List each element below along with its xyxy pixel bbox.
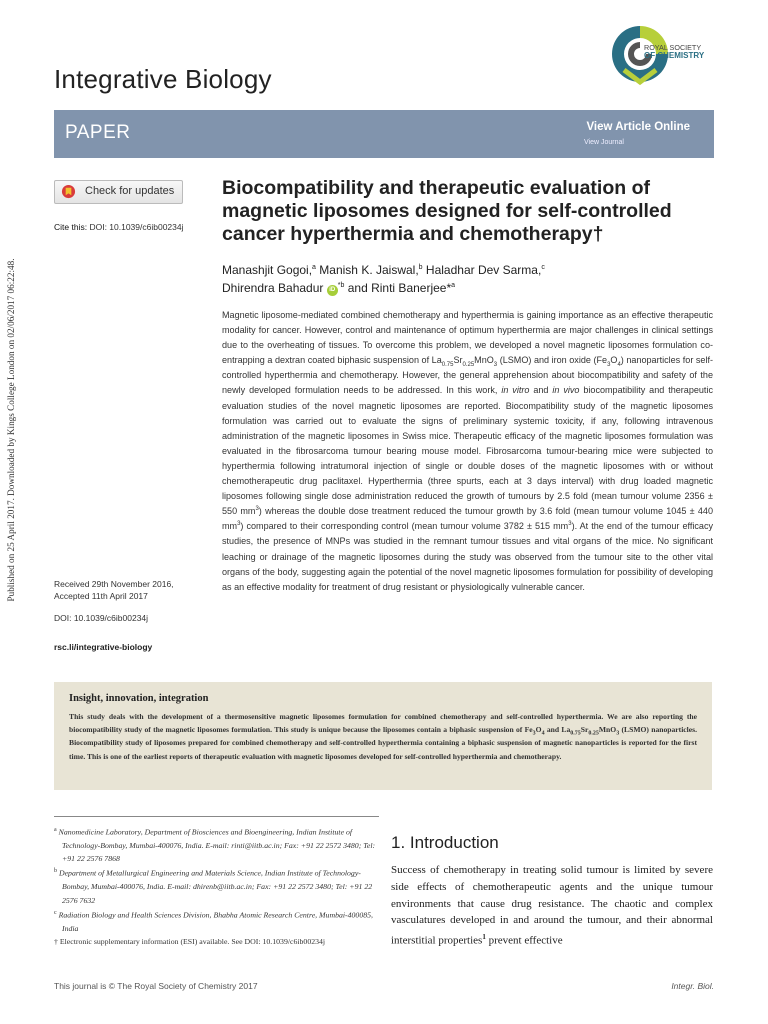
insight-text-run: and La (544, 725, 571, 735)
view-article-online-link[interactable]: View Article Online (586, 121, 690, 133)
cite-this (54, 222, 184, 232)
insight-text-run: Sr (580, 725, 589, 735)
author-name[interactable]: Dhirendra Bahadur (222, 281, 324, 295)
abstract-text-run: O (610, 355, 618, 366)
received-accepted-dates (54, 578, 214, 602)
abstract-subscript: 0.25 (462, 362, 475, 369)
orcid-icon[interactable]: iD (327, 285, 338, 296)
abstract-subscript: 3 (493, 362, 498, 369)
abstract-text-run: ) whereas the double dose treatment reduced the tumour growth by 3.6 fold (mean tumour volume 1045 ± 440 mm (222, 506, 713, 532)
abstract-text-run: Magnetic liposome-mediated combined chemotherapy and hyperthermia is gaining importance as an effective therapeutic modality for cancer. However, control and maintenance of optimum hyperthermia are major challenges in clinical settings due to the overheating of tissues. To overcome this problem, we developed a novel magnetic liposomes formulation co-entrapping a dextran coated biphasic suspension of La (222, 310, 713, 366)
footnote-mark: c (54, 909, 57, 916)
footer-journal-abbrev: Integr. Biol. (671, 981, 714, 991)
abstract-text-run: (LSMO) and iron oxide (Fe (497, 355, 608, 366)
check-for-updates-button[interactable] (54, 180, 183, 204)
abstract-text-run: Sr (453, 355, 463, 366)
abstract-subscript: 4 (617, 362, 621, 369)
rsc-line1: ROYAL SOCIETY (644, 43, 702, 52)
journal-url-link[interactable]: rsc.li/integrative-biology (54, 642, 153, 652)
author-affiliation-mark: a (451, 282, 456, 289)
footnote-b (54, 865, 379, 906)
abstract-text-run: ) compared to their corresponding control (mean tumour volume 3782 ± 515 mm (240, 521, 569, 532)
abstract-superscript: 3 (568, 521, 572, 528)
insight-subscript: 3 (616, 730, 620, 737)
abstract-text-run: biocompatibility and therapeutic evaluation studies of the novel magnetic liposomes are reported. Biocompatibility study of the magnetic liposomes formulation was carried out to evaluate the signs of preliminary systemic toxicity, if any, following intravenous administration of the magnetic liposomes in Swiss mice. Therapeutic efficacy of the magnetic liposomes formulation was evaluated in the fibrosarcoma tumour bearing mouse model. Fibrosarcoma tumour-bearing mice were subjected to hyperthermia following intratumoral injection of single or double doses of the magnetic liposomes with or without chemotherapeutic drug paclitaxel. Hyperthermia (three spurts, each at 3 days interval) with drug loaded magnetic liposomes following single dose administration reduced the growth of tumours by 2.5 fold (mean tumour volume 2356 ± 550 mm (222, 385, 713, 517)
insight-text (69, 710, 697, 763)
abstract-superscript: 3 (255, 506, 259, 513)
abstract-text-run: and (529, 385, 553, 396)
author-affiliation-mark: *b (337, 282, 345, 289)
abstract-italic: in vitro (501, 385, 530, 396)
article-type-label: PAPER (65, 122, 131, 143)
side-note-text: Published on 25 April 2017. Downloaded by Kings College London on 02/06/2017 06:22:48. (6, 258, 16, 602)
intro-text-run: prevent effective (485, 934, 563, 947)
insight-heading: Insight, innovation, integration (69, 693, 209, 704)
abstract-text-run: ) nanoparticles for self-controlled hyperthermia and chemotherapy. However, the general apprehension about biocompatibility and safety of the newly developed formulation needs to be addressed. In this work, (222, 355, 714, 396)
insight-subscript: 3 (532, 730, 536, 737)
insight-text-run: This study deals with the development of a thermosensitive magnetic liposomes formulation for combined chemotherapy and self-controlled hyperthermia. We are also reporting the biocompatibility study of the magnetic liposomes formulation. This study is unique because the liposomes contain a biphasic suspension of Fe (69, 712, 697, 735)
rsc-line2: OF CHEMISTRY (644, 51, 705, 60)
abstract-subscript: 3 (607, 362, 611, 369)
footnote-text: Nanomedicine Laboratory, Department of Biosciences and Bioengineering, Indian Institute of Technology-Bombay, Mumbai-400076, India. E-mail: rinti@iitb.ac.in; Fax: +91 22 2572 3480; Tel: +91 22 2576 7868 (58, 827, 376, 864)
download-side-note (3, 220, 19, 640)
author-affiliation-mark: a (312, 264, 316, 271)
author-list (222, 260, 712, 296)
abstract-text (222, 308, 713, 595)
abstract-subscript: 0.75 (441, 362, 454, 369)
cite-label: Cite this: (54, 222, 88, 232)
insight-subscript: 4 (541, 730, 545, 737)
introduction-heading: 1. Introduction (391, 833, 499, 852)
article-title: Biocompatibility and therapeutic evaluation of magnetic liposomes designed for self-controlled cancer hyperthermia and chemotherapy† (222, 177, 672, 245)
insight-text-run: MnO (598, 725, 617, 735)
insight-subscript: 0.25 (588, 730, 599, 737)
introduction-paragraph (391, 862, 713, 950)
rsc-logo-text (644, 44, 704, 60)
article-type-banner (54, 110, 714, 158)
insight-subscript: 0.75 (570, 730, 581, 737)
cite-doi[interactable]: DOI: 10.1039/c6ib00234j (89, 222, 184, 232)
author-affiliation-mark: c (541, 264, 545, 271)
view-journal-link[interactable]: View Journal (584, 139, 624, 146)
insight-text-run: (LSMO) nanoparticles. Biocompatibility study of liposomes prepared for combined chemotherapy and self-controlled hyperthermia containing a biphasic suspension of magnetic nanoparticles is reported for the first time. This is one of the earliest reports of therapeutic evaluation with magnetic liposomes developed for self-controlled hyperthermia and chemotherapy. (69, 725, 698, 761)
author-affiliation-mark: b (418, 264, 423, 271)
affiliation-footnotes (54, 824, 379, 948)
check-updates-icon (61, 184, 76, 199)
rsc-logo[interactable] (610, 20, 720, 90)
insight-box (54, 682, 712, 790)
author-name[interactable]: Manish K. Jaiswal, (319, 263, 419, 277)
footnote-a (54, 824, 379, 865)
author-name[interactable]: Manashjit Gogoi, (222, 263, 313, 277)
footnote-esi[interactable]: † Electronic supplementary information (ESI) available. See DOI: 10.1039/c6ib00234j (54, 937, 326, 947)
check-for-updates-label: Check for updates (85, 185, 175, 197)
author-name[interactable]: Rinti Banerjee* (371, 281, 452, 295)
intro-text-run: Success of chemotherapy in treating solid tumour is limited by severe side effects of chemotherapeutic agents and the unique tumour environments that cause drug resistance. The chaotic and complex vasculatures developed in and around the tumour, and their abnormal interstitial properties (391, 864, 713, 947)
journal-title: Integrative Biology (54, 64, 272, 94)
footnote-text: Department of Metallurgical Engineering and Materials Science, Indian Institute of Technology-Bombay, Mumbai-400076, India. E-mail: dhirenb@iitb.ac.in; Fax: +91 22 2572 3480; Tel: +91 22 2576 7632 (58, 869, 373, 905)
abstract-text-run: ). At the end of the tumour efficacy studies, the presence of MNPs was studied in the remnant tumour tissues and vital organs of the mice. No significant leaching or drainage of the magnetic liposomes during the study was observed from the tumour site to the other vital organs of the body, suggesting again the potential of the novel magnetic liposomes formulation for possibility of developing as an effective modality for treatment of drug resistant or physiologically vulnerable cancer. (222, 521, 713, 592)
author-name[interactable]: Haladhar Dev Sarma, (425, 263, 542, 277)
footnote-divider (54, 816, 379, 817)
author-conjunction: and (347, 281, 368, 295)
article-doi[interactable]: DOI: 10.1039/c6ib00234j (54, 613, 149, 623)
citation-reference[interactable]: 1 (482, 933, 486, 942)
footnote-mark: a (54, 827, 57, 833)
insight-text-run: O (535, 725, 542, 735)
received-date: Received 29th November 2016, (54, 579, 174, 589)
accepted-date: Accepted 11th April 2017 (54, 591, 148, 601)
footnote-mark: b (54, 868, 57, 875)
abstract (222, 308, 713, 595)
abstract-superscript: 3 (237, 521, 241, 528)
footnote-c (54, 907, 379, 935)
abstract-italic: in vivo (552, 385, 580, 396)
abstract-text-run: MnO (474, 355, 494, 366)
footer-copyright: This journal is © The Royal Society of Chemistry 2017 (54, 981, 258, 991)
footnote-text: Radiation Biology and Health Sciences Division, Bhabha Atomic Research Centre, Mumbai-400085, India (58, 910, 373, 933)
